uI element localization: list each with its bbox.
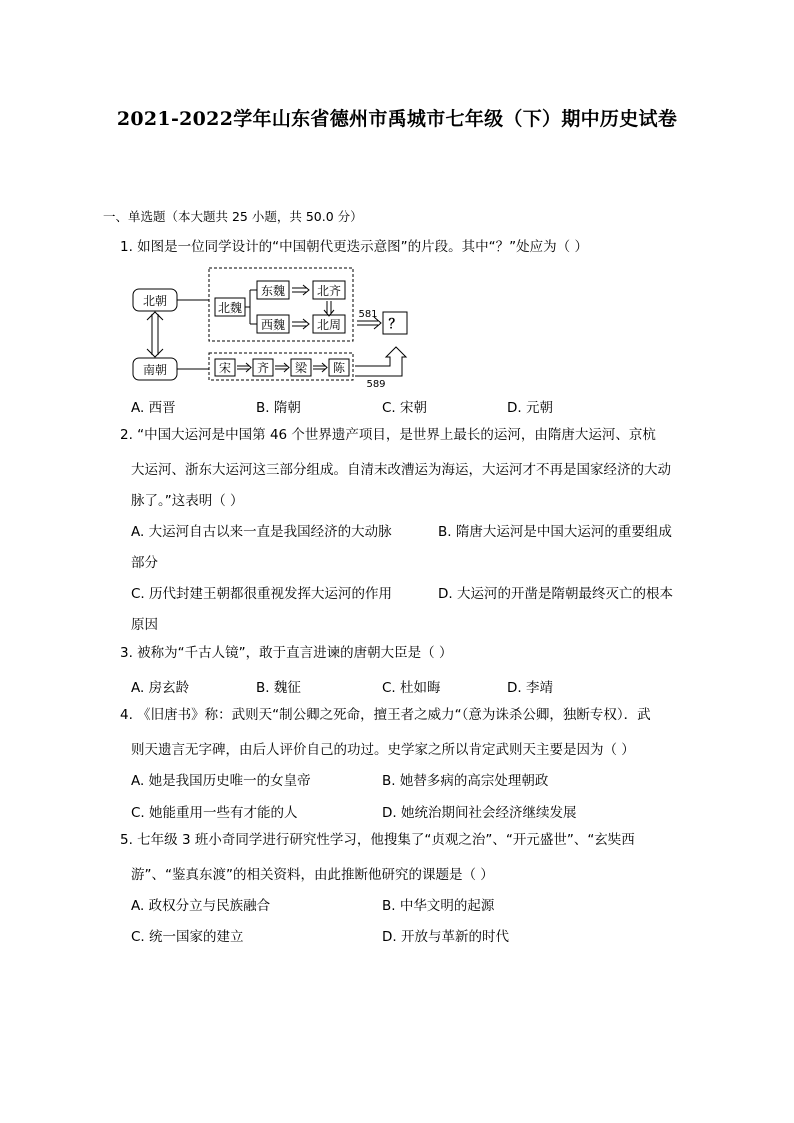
- chen-label: 陈: [332, 361, 346, 375]
- question-4-line-1: 4. 《旧唐书》称：武则天“制公卿之死命，擅王者之威力“（意为诛杀公卿，独断专权）．武: [120, 707, 651, 723]
- xiwei-box: [257, 315, 289, 333]
- q4-option-b: B. 她替多病的高宗处理朝政: [382, 773, 549, 789]
- q2-option-d-cont: 原因: [131, 617, 158, 633]
- liang-box: [291, 359, 311, 376]
- question-2-line-3: 脉了。”这表明（ ）: [131, 493, 244, 509]
- q2-option-a: A. 大运河自古以来一直是我国经济的大动脉: [131, 524, 392, 540]
- q5-option-a: A. 政权分立与民族融合: [131, 898, 271, 914]
- question-3-text: 3. 被称为“千古人镜”，敢于直言进谏的唐朝大臣是（ ）: [120, 645, 453, 661]
- qi-box: [253, 359, 273, 376]
- q2-option-b-cont: 部分: [131, 555, 158, 571]
- dongwei-label: 东魏: [260, 284, 286, 298]
- dongwei-box: [257, 281, 289, 299]
- q2-option-b: B. 隋唐大运河是中国大运河的重要组成: [438, 524, 672, 540]
- q2-option-c: C. 历代封建王朝都很重视发挥大运河的作用: [131, 586, 393, 602]
- song-label: 宋: [218, 361, 232, 375]
- north-box: [133, 289, 177, 311]
- question-5-line-1: 5. 七年级 3 班小奇同学进行研究性学习，他搜集了“贞观之治”、“开元盛世”、“玄奘西: [120, 832, 635, 848]
- beiwei-box: [215, 298, 245, 316]
- beiqi-label: 北齐: [316, 284, 342, 298]
- q3-option-a: A. 房玄龄: [131, 680, 190, 696]
- beiqi-box: [313, 281, 345, 299]
- question-4-line-2: 则天遗言无字碑，由后人评价自己的功过。史学家之所以肯定武则天主要是因为（ ）: [131, 742, 635, 758]
- year-589-label: 589: [366, 379, 386, 390]
- south-box: [133, 358, 177, 380]
- year-581-label: 581: [358, 309, 378, 320]
- south-dynasties-region: [209, 353, 353, 380]
- unknown-dynasty-box: [383, 312, 407, 334]
- q5-option-c: C. 统一国家的建立: [131, 929, 244, 945]
- q5-option-b: B. 中华文明的起源: [382, 898, 495, 914]
- beizhou-label: 北周: [316, 318, 342, 332]
- up-arrow-589: [355, 347, 406, 376]
- q3-option-c: C. 杜如晦: [382, 680, 441, 696]
- xiwei-label: 西魏: [260, 318, 286, 332]
- unknown-dynasty-label: ？: [388, 317, 402, 332]
- question-5-line-2: 游”、“鉴真东渡”的相关资料，由此推断他研究的课题是（ ）: [131, 867, 494, 883]
- q4-option-a: A. 她是我国历史唯一的女皇帝: [131, 773, 311, 789]
- beiwei-label: 北魏: [217, 301, 243, 315]
- question-2-line-1: 2. “中国大运河是中国第 46 个世界遗产项目，是世界上最长的运河，由隋唐大运河、京杭: [120, 427, 656, 443]
- q4-option-c: C. 她能重用一些有才能的人: [131, 805, 298, 821]
- q1-option-d: D. 元朝: [507, 400, 553, 416]
- q3-option-b: B. 魏征: [256, 680, 301, 696]
- chen-box: [329, 359, 349, 376]
- q4-option-d: D. 她统治期间社会经济继续发展: [382, 805, 577, 821]
- q5-option-d: D. 开放与革新的时代: [382, 929, 509, 945]
- page-title: 2021-2022学年山东省德州市禹城市七年级（下）期中历史试卷: [116, 108, 678, 130]
- q3-option-d: D. 李靖: [507, 680, 553, 696]
- liang-label: 梁: [294, 361, 308, 375]
- north-dynasties-region: [209, 268, 353, 341]
- section-heading: 一、单选题（本大题共 25 小题，共 50.0 分）: [103, 209, 363, 224]
- question-1-text: 1. 如图是一位同学设计的“中国朝代更迭示意图”的片段。其中“？”处应为（ ）: [120, 239, 588, 255]
- question-2-line-2: 大运河、浙东大运河这三部分组成。自清末改漕运为海运，大运河才不再是国家经济的大动: [131, 462, 671, 478]
- q1-option-a: A. 西晋: [131, 400, 176, 416]
- q1-option-c: C. 宋朝: [382, 400, 428, 416]
- qi-label: 齐: [256, 361, 270, 375]
- south-label: 南朝: [142, 363, 168, 377]
- q1-option-b: B. 隋朝: [256, 400, 301, 416]
- north-label: 北朝: [142, 294, 168, 308]
- beizhou-box: [313, 315, 345, 333]
- q2-option-d: D. 大运河的开凿是隋朝最终灭亡的根本: [438, 586, 673, 602]
- song-box: [215, 359, 235, 376]
